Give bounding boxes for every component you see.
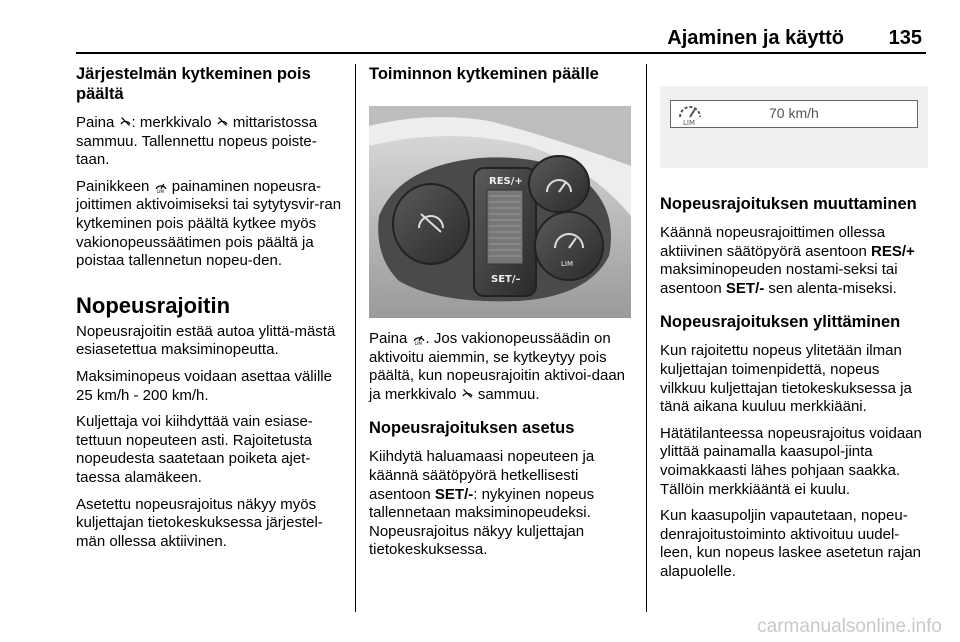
- steering-wheel-controls-figure: [369, 106, 631, 318]
- column-middle: [369, 64, 631, 568]
- heading-change-limit: Nopeusrajoituksen muuttaminen: [660, 195, 917, 213]
- text: Paina: [76, 114, 119, 131]
- column-divider: [646, 64, 647, 612]
- set-button-label: SET/–: [491, 274, 521, 285]
- text: : merkkivalo: [131, 114, 216, 131]
- page-number: 135: [888, 27, 922, 49]
- heading-speed-limiter: Nopeusrajoitin: [76, 292, 231, 318]
- heading-limit-setting: Nopeusrajoituksen asetus: [369, 419, 575, 438]
- text: Kiihdytä haluamaasi nopeuteen ja käännä säätöpyörä hetkellisesti asentoon: [369, 448, 595, 503]
- speed-limiter-icon: [154, 179, 168, 193]
- driver-info-display: [660, 86, 928, 168]
- text: Paina: [369, 330, 412, 347]
- paragraph: Maksiminopeus voidaan asettaa välille 25 km/h - 200 km/h.: [76, 367, 332, 404]
- text: maksiminopeuden nostami-seksi tai asentoon: [660, 261, 898, 297]
- paragraph: [660, 224, 928, 298]
- speed-limiter-icon: [677, 103, 703, 125]
- cancel-icon: [461, 387, 474, 400]
- cancel-icon: [216, 115, 229, 128]
- paragraph: Kun kaasupoljin vapautetaan, nopeu-denrajoitustoiminto aktivoituu uudel-leen, kun nopeus laskee asetetun rajan alapuolelle.: [660, 507, 922, 580]
- text: : nykyinen nopeus tallennetaan maksiminopeudeksi. Nopeusrajoitus näkyy kuljettajan tietokeskuksessa.: [369, 485, 595, 559]
- lim-button-label: LIM: [561, 260, 574, 268]
- set-label: SET/-: [434, 485, 474, 503]
- heading-switch-off: Järjestelmän kytkeminen pois päältä: [76, 65, 311, 103]
- text: sen alenta-miseksi.: [764, 279, 897, 297]
- paragraph: Nopeusrajoitin estää autoa ylittä-mästä esiasetettua maksiminopeutta.: [76, 322, 336, 359]
- svg-text:LIM: LIM: [156, 188, 164, 193]
- paragraph: Hätätilanteessa nopeusrajoitus voidaan ylittää painamalla kaasupol-jinta voimakkaasti lähes pohjaan saakka. Tällöin merkkiääntä ei kuulu.: [660, 424, 922, 498]
- res-button-label: RES/+: [489, 176, 523, 187]
- paragraph: [369, 448, 631, 560]
- text: sammuu.: [473, 385, 540, 403]
- res-label: RES/+: [870, 242, 915, 260]
- column-right: [660, 64, 928, 590]
- text: painaminen nopeusra-joittimen aktivoimiseksi tai sytytysvir-ran kytkeminen pois päältä kytkee myös vakionopeussäätimen pois päältä ja poistaa tallennetun nopeu-den.: [76, 177, 342, 270]
- paragraph: [76, 114, 344, 170]
- paragraph: Kun rajoitettu nopeus ylitetään ilman kuljettajan toimenpidettä, nopeus vilkkuu kuljettajan tietokeskuksessa ja tänä aikana kuuluu merkkiääni.: [660, 342, 912, 416]
- cancel-icon: [119, 115, 132, 128]
- page-header: [76, 22, 926, 54]
- set-label: SET/-: [725, 279, 765, 297]
- column-left: [76, 64, 344, 559]
- speed-limiter-icon: [412, 331, 426, 345]
- header-title: Ajaminen ja käyttö: [667, 27, 844, 49]
- svg-text:LIM: LIM: [414, 341, 422, 345]
- column-divider: [355, 64, 356, 612]
- paragraph: [76, 178, 344, 271]
- heading-exceed-limit: Nopeusrajoituksen ylittäminen: [660, 313, 901, 332]
- paragraph: [369, 330, 631, 404]
- watermark: carmanualsonline.info: [757, 616, 942, 637]
- paragraph: Kuljettaja voi kiihdyttää vain esiase-tettuun nopeuteen asti. Rajoitetusta nopeudesta saatetaan poiketa ajet-taessa alamäkeen.: [76, 413, 313, 486]
- text: mittaristossa sammuu. Tallennettu nopeus poiste-taan.: [76, 114, 318, 169]
- text: Käännä nopeusrajoittimen ollessa aktiivinen säätöpyörä asentoon: [660, 224, 886, 260]
- display-bar: [670, 100, 918, 128]
- text: . Jos vakionopeussäädin on aktivoitu aiemmin, se kytkeytyy pois päältä, kun nopeusrajoitin aktivoi-daan ja merkkivalo: [369, 330, 626, 403]
- paragraph: Asetettu nopeusrajoitus näkyy myös kuljettajan tietokeskuksessa järjestel-män ollessa aktiivinen.: [76, 495, 323, 550]
- heading-switch-on: Toiminnon kytkeminen päälle: [369, 65, 599, 83]
- steering-wheel-illustration: [369, 106, 631, 318]
- limit-speed-value: 70 km/h: [769, 105, 819, 121]
- lim-label: LIM: [683, 119, 696, 125]
- text: Painikkeen: [76, 177, 154, 195]
